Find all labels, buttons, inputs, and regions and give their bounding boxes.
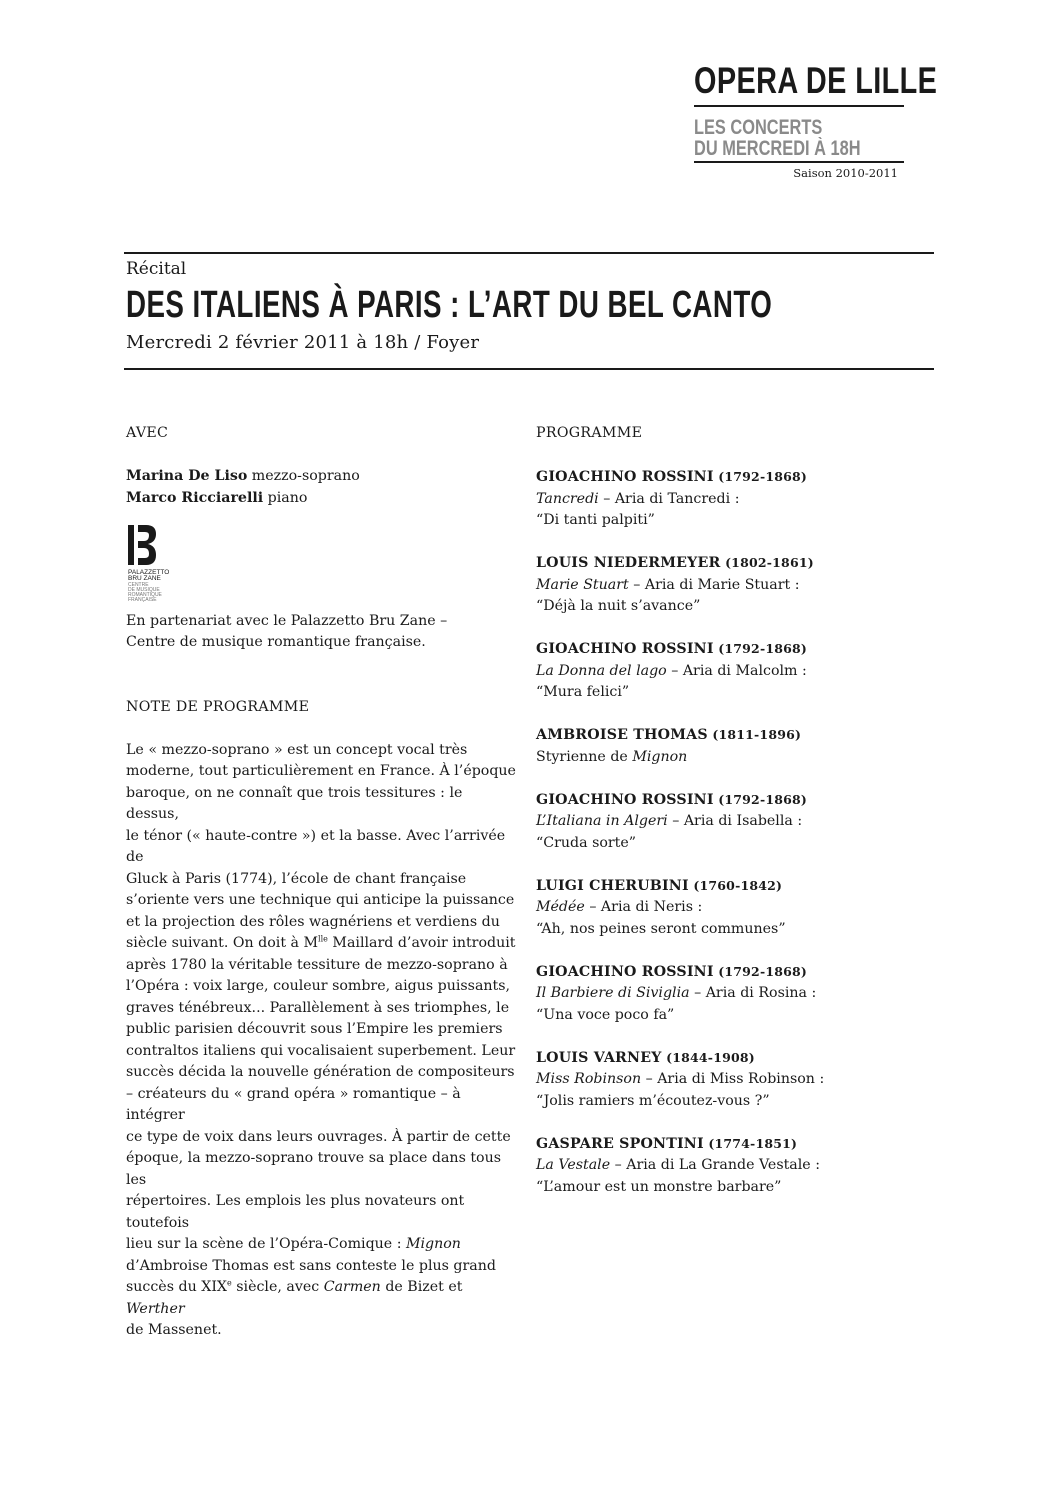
note-line: siècle suivant. On doit à $M^{lle}$ Maillard d’avoir introduit — [126, 934, 516, 951]
composer-dates: (1774-1851) — [703, 1135, 798, 1151]
aria-title: “Di tanti palpiti” — [536, 512, 655, 528]
work-title: La Donna del lago — [536, 662, 667, 679]
composer-dates: (1811-1896) — [707, 727, 802, 742]
series-title-line1: LES CONCERTS — [694, 116, 823, 139]
note-line: Gluck à Paris (1774), l’école de chant française — [126, 870, 467, 887]
note-line: Le « mezzo-soprano » est un concept vocal très — [126, 741, 468, 758]
performer-role: piano — [263, 489, 308, 506]
composer-dates: (1802-1861) — [720, 555, 814, 570]
note-line: contraltos italiens qui vocalisaient superbement. Leur — [126, 1042, 516, 1059]
composer-name: GASPARE SPONTINI — [536, 1135, 704, 1152]
note-line: époque, la mezzo-soprano trouve sa place dans tous les — [126, 1150, 502, 1188]
work-title: Médée — [536, 899, 585, 915]
programme-item — [536, 1133, 936, 1199]
programme-item — [536, 724, 936, 768]
title-divider-top — [124, 252, 934, 254]
composer-dates: (1760-1842) — [688, 877, 783, 893]
work-title: Mignon — [632, 748, 688, 765]
note-line: et la projection des rôles wagnériens et verdiens du — [126, 913, 500, 930]
programme-list — [536, 466, 936, 1198]
series-title-line2: DU MERCREDI À 18H — [694, 137, 861, 160]
performer-1 — [126, 466, 516, 488]
aria-title: “L’amour est un monstre barbare” — [536, 1178, 782, 1195]
event-genre: Récital — [126, 259, 187, 279]
composer-name: AMBROISE THOMAS — [536, 727, 708, 743]
aria-label: – Aria di Rosina : — [689, 985, 817, 1001]
aria-label: – Aria di Malcolm : — [666, 662, 807, 679]
composer-line — [536, 961, 936, 984]
composer-line — [536, 466, 936, 489]
work-line — [536, 575, 936, 597]
note-line: graves ténébreux... Parallèlement à ses triomphes, le — [126, 999, 510, 1016]
composer-line — [536, 552, 936, 575]
work-prefix: Styrienne de — [536, 748, 633, 765]
aria-title: “Una voce poco fa” — [536, 1006, 675, 1023]
programme-item — [536, 961, 936, 1027]
season-label: Saison 2010-2011 — [793, 166, 898, 180]
note-line: moderne, tout particulièrement en France. À l’époque — [126, 763, 516, 779]
work-line — [536, 897, 936, 919]
logo-text-2: BRU ZANE — [128, 575, 161, 582]
composer-name: LUIGI CHERUBINI — [536, 877, 689, 894]
work-line — [536, 489, 936, 511]
programme-item — [536, 552, 936, 618]
work-line — [536, 1155, 936, 1177]
work-title: L’Italiana in Algeri — [536, 813, 668, 829]
work-title: Tancredi — [536, 490, 599, 507]
note-line: succès décida la nouvelle génération de compositeurs — [126, 1064, 515, 1080]
aria-label: – Aria di Isabella : — [667, 813, 803, 829]
work-title: La Vestale — [536, 1157, 611, 1173]
program-note — [126, 740, 516, 1342]
performer-name: Marina De Liso — [126, 468, 248, 484]
programme-item — [536, 875, 936, 941]
aria-label: – Aria di Neris : — [584, 899, 703, 915]
note-line: lieu sur la scène de l’Opéra-Comique : Mignon — [126, 1236, 461, 1252]
aria-title: “Mura felici” — [536, 684, 630, 700]
note-line: succès du XIXe siècle, avec Carmen de Bizet et Werther — [126, 1278, 463, 1317]
left-column — [126, 423, 516, 1342]
composer-name: GIOACHINO ROSSINI — [536, 469, 714, 485]
aria-title: “Déjà la nuit s’avance” — [536, 598, 701, 614]
note-line: ce type de voix dans leurs ouvrages. À partir de cette — [126, 1128, 511, 1145]
composer-dates: (1792-1868) — [713, 469, 808, 484]
work-title: Il Barbiere di Siviglia — [536, 985, 690, 1001]
partner-line-2: Centre de musique romantique française. — [126, 634, 426, 650]
avec-label: AVEC — [126, 425, 169, 441]
programme-item — [536, 466, 936, 532]
composer-name: GIOACHINO ROSSINI — [536, 791, 714, 808]
composer-dates: (1844-1908) — [661, 1049, 755, 1065]
composer-name: GIOACHINO ROSSINI — [536, 641, 714, 657]
programme-item — [536, 1047, 936, 1113]
logo-text-5: ROMANTIQUE — [128, 592, 162, 598]
event-date: Mercredi 2 février 2011 à 18h / Foyer — [126, 332, 480, 353]
programme-label: PROGRAMME — [536, 425, 643, 441]
work-title: Miss Robinson — [536, 1071, 642, 1087]
performer-role: mezzo-soprano — [247, 468, 360, 484]
brand-divider-top — [694, 105, 904, 107]
work-line — [536, 811, 936, 833]
partner-line-1: En partenariat avec le Palazzetto Bru Zane – — [126, 612, 448, 629]
composer-name: GIOACHINO ROSSINI — [536, 963, 714, 980]
work-title: Marie Stuart — [536, 576, 629, 593]
note-line: après 1780 la véritable tessiture de mezzo-soprano à — [126, 956, 508, 973]
work-line — [536, 983, 936, 1005]
logo-text-1: PALAZZETTO — [128, 569, 170, 576]
note-line: – créateurs du « grand opéra » romantique – à intégrer — [126, 1085, 461, 1123]
programme-item — [536, 789, 936, 855]
note-line: répertoires. Les emplois les plus novateurs ont toutefois — [126, 1193, 465, 1231]
composer-name: LOUIS NIEDERMEYER — [536, 555, 721, 571]
aria-label: – Aria di Marie Stuart : — [628, 576, 800, 593]
programme-item — [536, 638, 936, 704]
composer-line — [536, 875, 936, 898]
note-line: s’oriente vers une technique qui anticipe la puissance — [126, 892, 515, 908]
work-line — [536, 1069, 936, 1091]
note-line: l’Opéra : voix large, couleur sombre, aigus puissants, — [126, 978, 511, 994]
performer-2 — [126, 488, 516, 510]
composer-dates: (1792-1868) — [713, 963, 808, 979]
composer-line — [536, 789, 936, 812]
note-label: NOTE DE PROGRAMME — [126, 698, 310, 715]
composer-line — [536, 1047, 936, 1070]
composer-line — [536, 724, 936, 747]
composer-line — [536, 638, 936, 661]
logo-text-3: CENTRE — [128, 582, 149, 588]
work-line — [536, 747, 936, 769]
performer-name: Marco Ricciarelli — [126, 489, 264, 506]
composer-dates: (1792-1868) — [713, 791, 808, 807]
brand-divider-bottom — [694, 161, 904, 163]
aria-title: “Cruda sorte” — [536, 834, 637, 851]
aria-label: – Aria di Miss Robinson : — [641, 1071, 825, 1087]
note-line: de Massenet. — [126, 1322, 222, 1338]
aria-title: “Ah, nos peines seront communes” — [536, 920, 786, 937]
note-line: le ténor (« haute-contre ») et la basse. Avec l’arrivée de — [126, 827, 506, 865]
note-line: baroque, on ne connaît que trois tessitures : le dessus, — [126, 784, 463, 822]
note-line: public parisien découvrit sous l’Empire les premiers — [126, 1021, 503, 1037]
event-title: DES ITALIENS À PARIS : L’ART DU BEL CANTO — [126, 284, 773, 326]
brand-title: OPERA DE LILLE — [694, 60, 938, 101]
work-line — [536, 661, 936, 683]
title-divider-bottom — [124, 368, 934, 370]
aria-label: – Aria di Tancredi : — [598, 490, 740, 507]
aria-title: “Jolis ramiers m’écoutez-vous ?” — [536, 1092, 770, 1109]
palazzetto-bru-zane-logo — [126, 523, 186, 603]
composer-line — [536, 1133, 936, 1156]
note-line: d’Ambroise Thomas est sans conteste le plus grand — [126, 1257, 496, 1274]
composer-dates: (1792-1868) — [713, 641, 808, 656]
composer-name: LOUIS VARNEY — [536, 1049, 662, 1066]
logo-text-6: FRANÇAISE — [128, 597, 157, 603]
logo-text-4: DE MUSIQUE — [128, 587, 160, 593]
aria-label: – Aria di La Grande Vestale : — [610, 1157, 820, 1173]
programme-column — [536, 423, 936, 1219]
